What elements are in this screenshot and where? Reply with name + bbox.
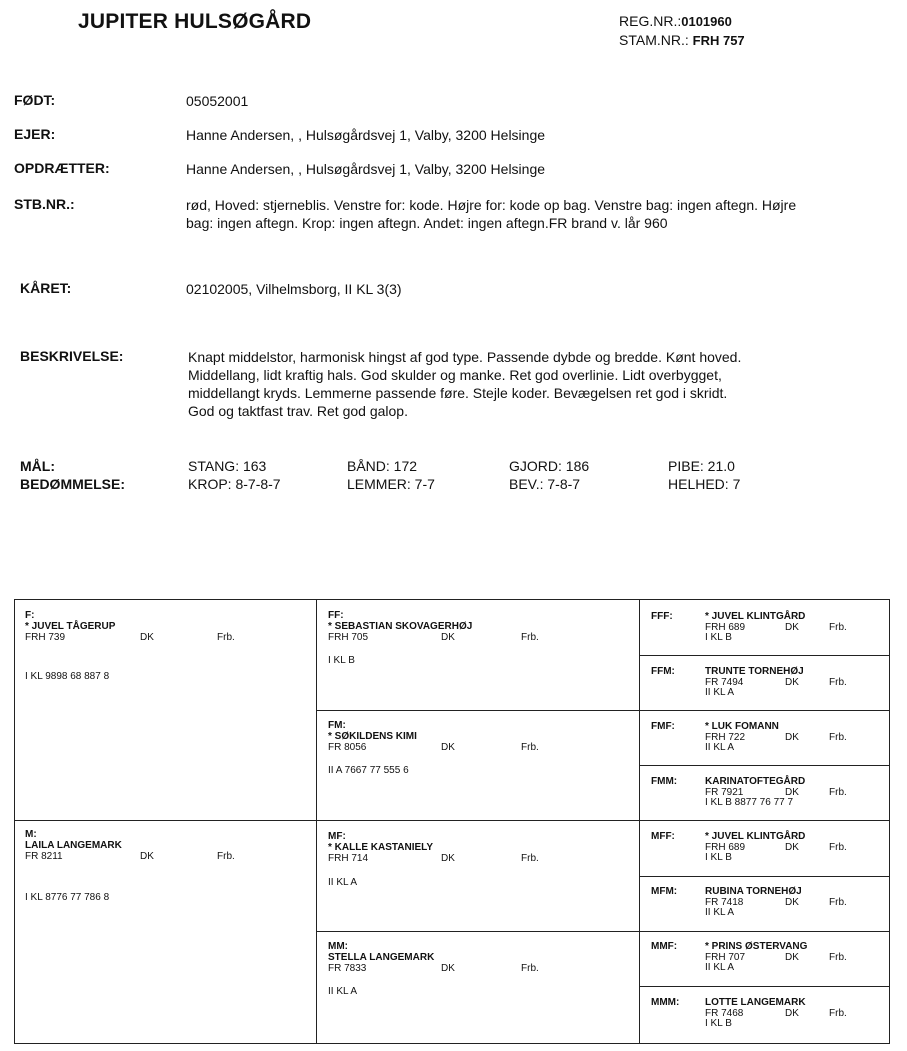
pedigree-reg: FR 7833 [328, 963, 367, 974]
pedigree-code: MMF: [651, 941, 678, 952]
pedigree-reg-row [328, 632, 633, 643]
pedigree-reg-row [25, 851, 310, 862]
pedigree-color: Frb. [217, 632, 235, 643]
description-line: middellangt kryds. Lemmerne passende føre. Stejle koder. Bevægelsen ret god i skridt. [188, 385, 728, 401]
pedigree-dam [25, 829, 310, 903]
pedigree-reg: FRH 714 [328, 853, 369, 864]
pedigree-reg-row [328, 853, 633, 864]
score-krop: KROP: 8-7-8-7 [188, 476, 281, 492]
description-line: God og taktfast trav. Ret god galop. [188, 403, 408, 419]
pedigree-code: MF: [328, 831, 346, 842]
pedigree-mm [328, 941, 633, 997]
score-helhed: HELHED: 7 [668, 476, 741, 492]
pedigree-reg-row [705, 843, 885, 854]
breeder-value: Hanne Andersen, , Hulsøgårdsvej 1, Valby, 3200 Helsinge [186, 161, 546, 177]
pedigree-table [14, 599, 890, 1044]
pedigree-note: I KL B [705, 632, 732, 643]
pedigree-color: Frb. [829, 621, 847, 633]
pedigree-note: I KL B 8877 76 77 7 [705, 797, 794, 808]
pedigree-country: DK [785, 731, 799, 743]
pedigree-horse-name: * JUVEL TÅGERUP [25, 621, 116, 632]
bedommelse-label: BEDØMMELSE: [20, 476, 125, 492]
pedigree-country: DK [785, 896, 799, 908]
pedigree-country: DK [785, 951, 799, 963]
breeder-label: OPDRÆTTER: [14, 160, 110, 176]
pedigree-code: FF: [328, 610, 344, 621]
pedigree-horse-name: RUBINA TORNEHØJ [705, 886, 802, 897]
pedigree-note: II KL A [705, 687, 735, 698]
pedigree-reg: FRH 705 [328, 632, 369, 643]
pedigree-reg: FRH 722 [705, 731, 746, 743]
pedigree-code: FFM: [651, 666, 675, 677]
pedigree-horse-name: * JUVEL KLINTGÅRD [705, 611, 806, 622]
pedigree-color: Frb. [829, 731, 847, 743]
pedigree-reg: FRH 739 [25, 632, 66, 643]
pedigree-horse-name: TRUNTE TORNEHØJ [705, 666, 804, 677]
pedigree-country: DK [785, 621, 799, 633]
pedigree-color: Frb. [521, 853, 539, 864]
pedigree-country: DK [441, 632, 455, 643]
pedigree-note: II KL A [705, 742, 735, 753]
score-bev: BEV.: 7-8-7 [509, 476, 581, 492]
stb-label: STB.NR.: [14, 196, 75, 212]
stb-line: rød, Hoved: stjerneblis. Venstre for: kode. Højre for: kode op bag. Venstre bag: ingen aftegn. Højre [186, 197, 797, 213]
pedigree-reg: FRH 707 [705, 951, 746, 963]
pedigree-color: Frb. [829, 896, 847, 908]
maal-label: MÅL: [20, 458, 55, 474]
kaaret-value: 02102005, Vilhelmsborg, II KL 3(3) [186, 281, 402, 297]
pedigree-country: DK [785, 786, 799, 798]
pedigree-country: DK [785, 1007, 799, 1019]
pedigree-reg: FR 7418 [705, 896, 744, 908]
pedigree-country: DK [785, 841, 799, 853]
pedigree-reg: FR 7494 [705, 676, 744, 688]
pedigree-country: DK [785, 676, 799, 688]
pedigree-code: MFF: [651, 831, 675, 842]
pedigree-sire [25, 610, 310, 682]
pedigree-horse-name: * SØKILDENS KIMI [328, 731, 417, 742]
pedigree-horse-name: LOTTE LANGEMARK [705, 997, 806, 1008]
reg-value: 0101960 [681, 14, 732, 29]
owner-label: EJER: [14, 126, 56, 142]
pedigree-mf [328, 831, 633, 888]
stam-label: STAM.NR.: [619, 32, 689, 48]
pedigree-country: DK [441, 742, 455, 753]
pedigree-country: DK [441, 963, 455, 974]
pedigree-note: II KL A [328, 877, 358, 888]
measure-stang: STANG: 163 [188, 458, 267, 474]
pedigree-color: Frb. [829, 841, 847, 853]
pedigree-horse-name: * LUK FOMANN [705, 721, 779, 732]
measure-pibe: PIBE: 21.0 [668, 458, 735, 474]
horse-name: JUPITER HULSØGÅRD [78, 10, 312, 33]
pedigree-note: I KL 8776 77 786 8 [25, 892, 110, 903]
pedigree-country: DK [140, 632, 154, 643]
pedigree-note: I KL B [705, 1018, 732, 1029]
pedigree-horse-name: LAILA LANGEMARK [25, 840, 122, 851]
pedigree-color: Frb. [217, 851, 235, 862]
pedigree-color: Frb. [521, 632, 539, 643]
pedigree-color: Frb. [829, 1007, 847, 1019]
pedigree-code: FFF: [651, 611, 673, 622]
pedigree-color: Frb. [829, 676, 847, 688]
description-label: BESKRIVELSE: [20, 348, 124, 364]
kaaret-label: KÅRET: [20, 280, 72, 296]
pedigree-note: I KL B [328, 655, 355, 666]
owner-value: Hanne Andersen, , Hulsøgårdsvej 1, Valby, 3200 Helsinge [186, 127, 546, 143]
pedigree-reg-row [328, 742, 633, 753]
pedigree-reg: FR 7468 [705, 1007, 744, 1019]
stb-line: bag: ingen aftegn. Krop: ingen aftegn. Andet: ingen aftegn.FR brand v. lår 960 [186, 215, 668, 231]
pedigree-reg-row [25, 632, 310, 643]
born-label: FØDT: [14, 92, 56, 108]
measure-gjord: GJORD: 186 [509, 458, 590, 474]
pedigree-note: II KL A [705, 907, 735, 918]
pedigree-generation-2 [316, 600, 640, 1043]
pedigree-generation-1 [15, 600, 317, 1043]
pedigree-horse-name: * SEBASTIAN SKOVAGERHØJ [328, 621, 473, 632]
description-value [188, 348, 888, 420]
pedigree-code: F: [25, 610, 35, 621]
pedigree-note: II A 7667 77 555 6 [328, 765, 409, 776]
description-line: Knapt middelstor, harmonisk hingst af god type. Passende dybde og bredde. Kønt hoved. [188, 349, 742, 365]
pedigree-code: FMM: [651, 776, 678, 787]
pedigree-color: Frb. [829, 786, 847, 798]
pedigree-color: Frb. [521, 742, 539, 753]
stb-value [186, 196, 896, 232]
pedigree-code: MMM: [651, 997, 680, 1008]
born-value: 05052001 [186, 93, 249, 109]
pedigree-fm [328, 720, 633, 776]
pedigree-note: II KL A [328, 986, 358, 997]
pedigree-horse-name: * JUVEL KLINTGÅRD [705, 831, 806, 842]
pedigree-generation-3 [639, 600, 889, 1043]
pedigree-reg-row [328, 963, 633, 974]
pedigree-reg: FR 7921 [705, 786, 744, 798]
stam-value: FRH 757 [692, 33, 745, 48]
reg-label: REG.NR.: [619, 13, 682, 29]
pedigree-note: I KL B [705, 852, 732, 863]
pedigree-horse-name: * PRINS ØSTERVANG [705, 941, 808, 952]
pedigree-reg: FRH 689 [705, 841, 746, 853]
pedigree-reg: FR 8056 [328, 742, 367, 753]
pedigree-code: MM: [328, 941, 348, 952]
pedigree-code: FM: [328, 720, 346, 731]
pedigree-country: DK [140, 851, 154, 862]
pedigree-code: MFM: [651, 886, 678, 897]
measure-baand: BÅND: 172 [347, 458, 418, 474]
pedigree-reg-row [705, 1009, 885, 1020]
pedigree-ff [328, 610, 633, 666]
pedigree-reg-row [705, 623, 885, 634]
pedigree-country: DK [441, 853, 455, 864]
pedigree-horse-name: STELLA LANGEMARK [328, 952, 435, 963]
pedigree-horse-name: KARINATOFTEGÅRD [705, 776, 806, 787]
pedigree-note: I KL 9898 68 887 8 [25, 671, 110, 682]
pedigree-code: M: [25, 829, 37, 840]
pedigree-note: II KL A [705, 962, 735, 973]
pedigree-horse-name: * KALLE KASTANIELY [328, 842, 434, 853]
score-lemmer: LEMMER: 7-7 [347, 476, 435, 492]
pedigree-reg: FRH 689 [705, 621, 746, 633]
pedigree-color: Frb. [521, 963, 539, 974]
pedigree-color: Frb. [829, 951, 847, 963]
registration-block [619, 12, 745, 50]
description-line: Middellang, lidt kraftig hals. God skulder og manke. Ret god overlinie. Lidt overbygget, [188, 367, 722, 383]
pedigree-reg: FR 8211 [25, 851, 63, 862]
pedigree-code: FMF: [651, 721, 675, 732]
